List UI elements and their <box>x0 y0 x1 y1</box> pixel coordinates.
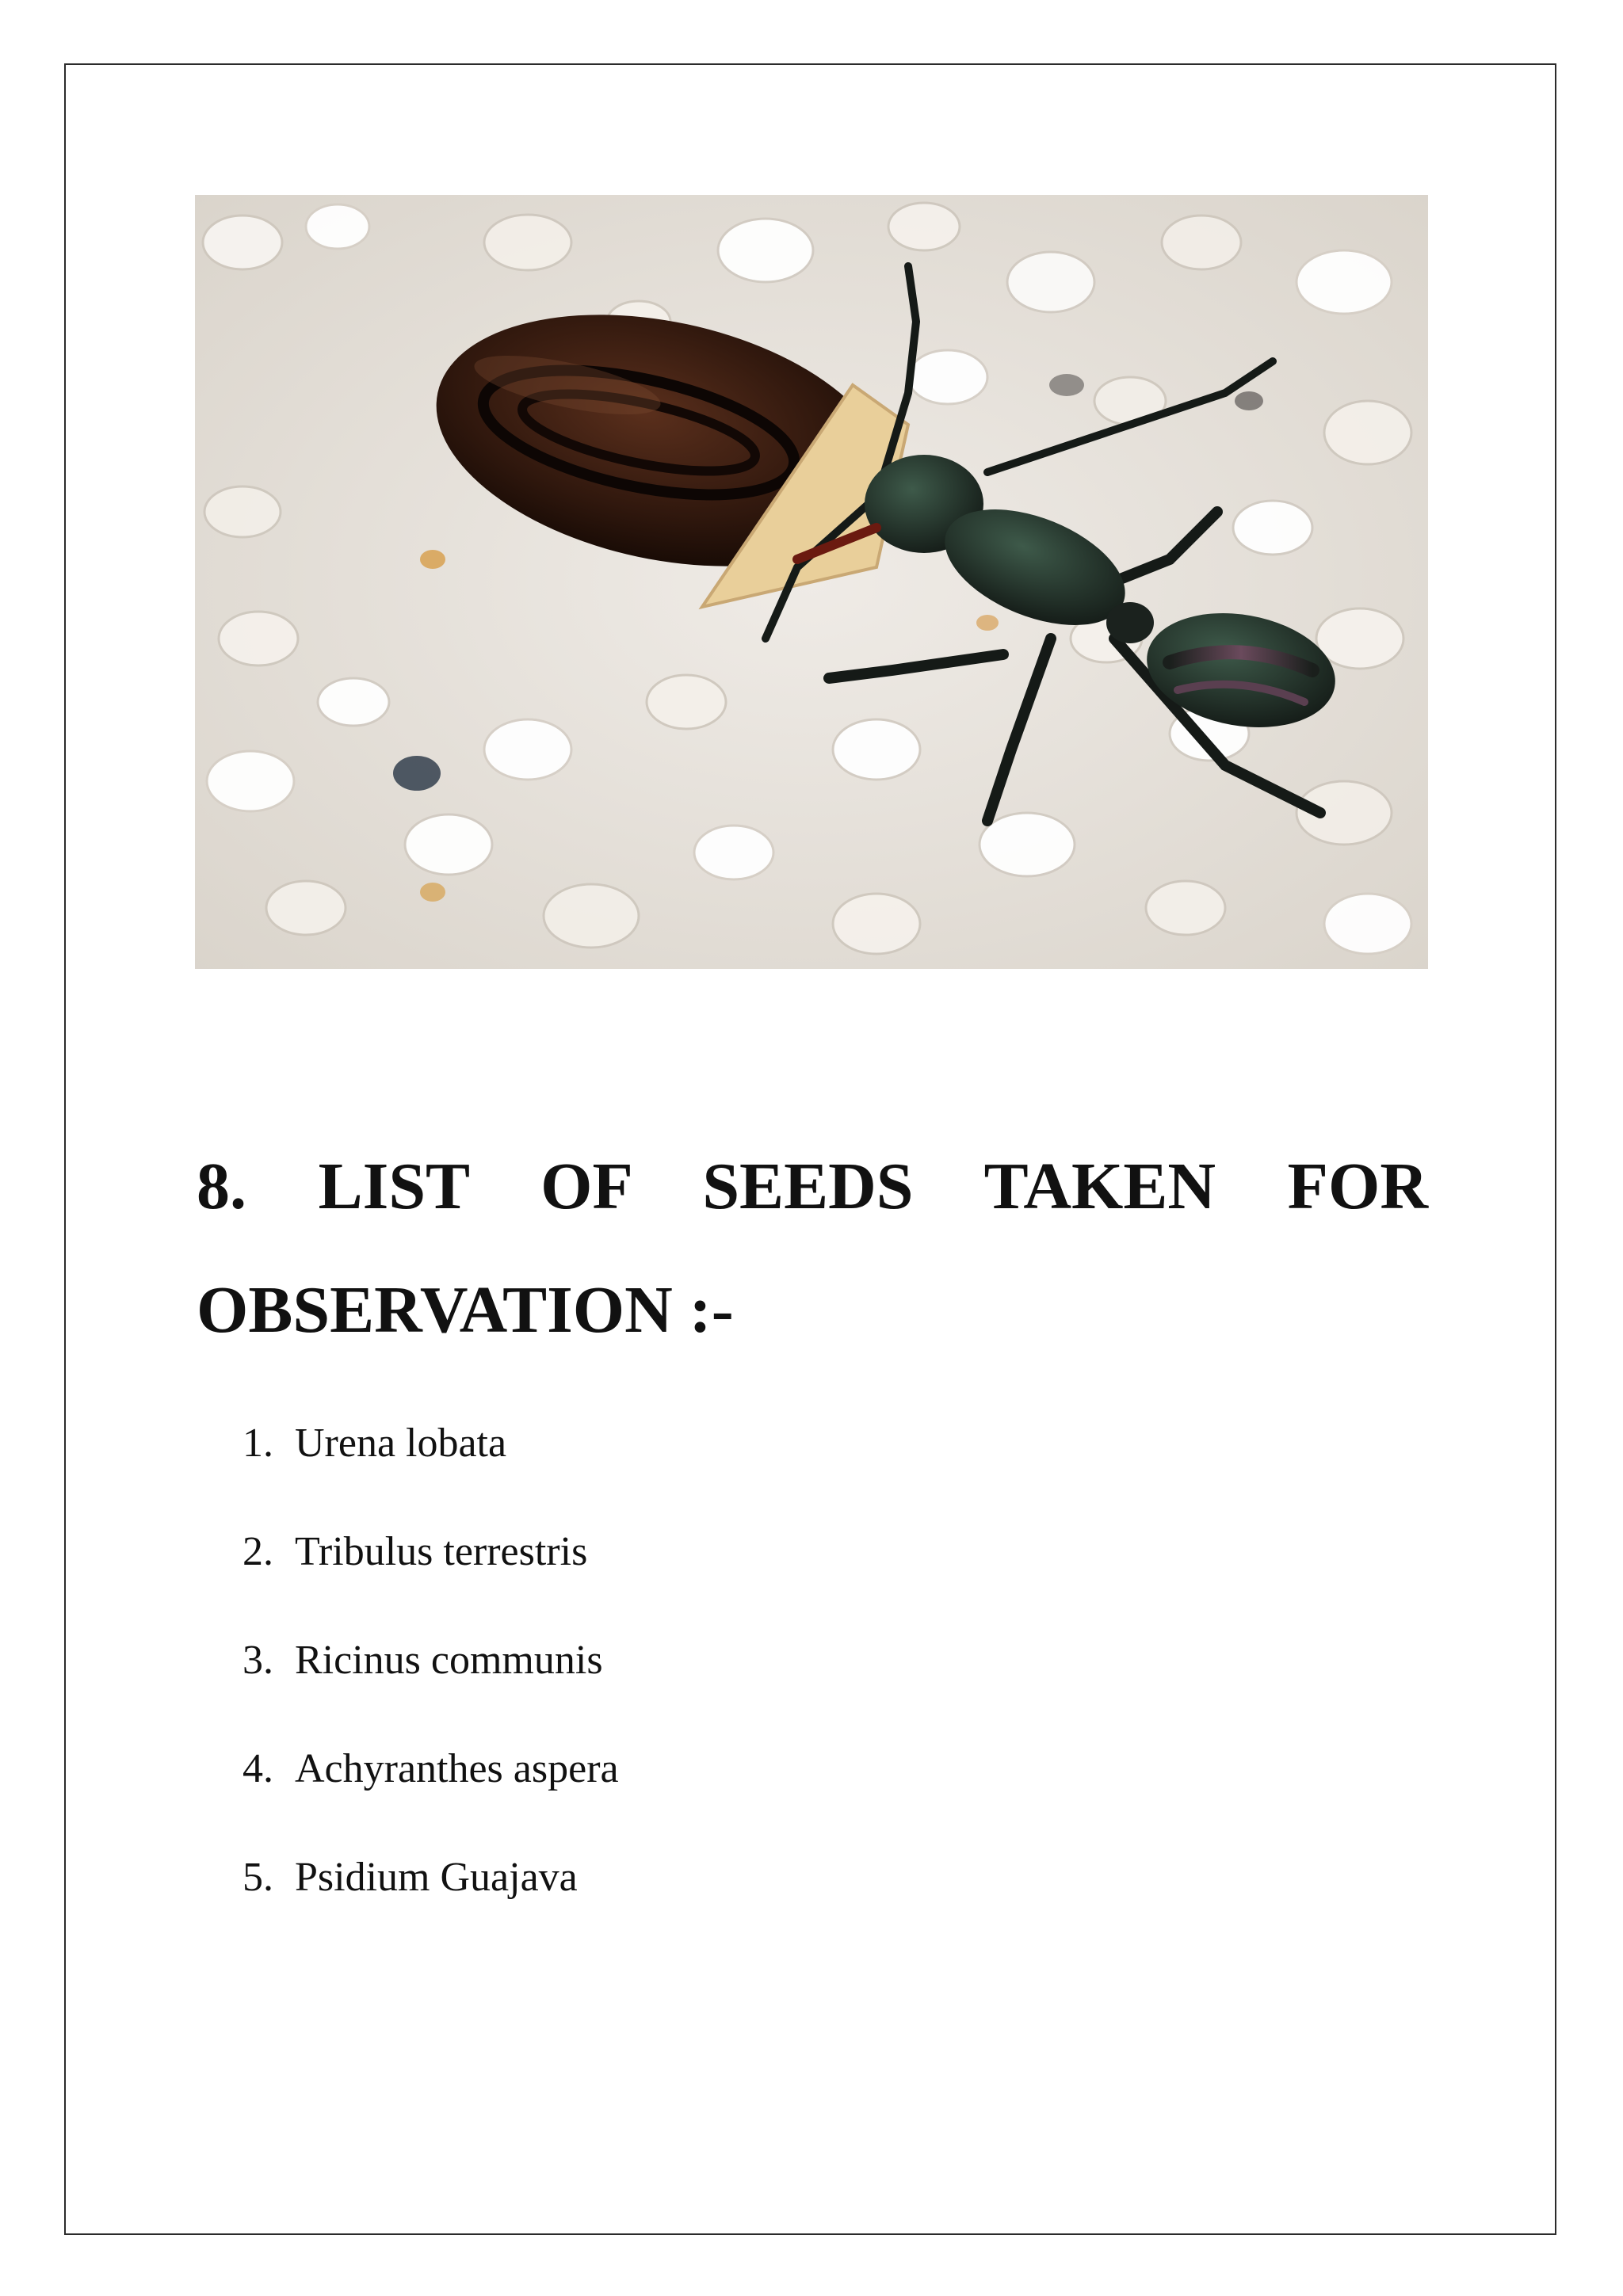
list-item-text: Urena lobata <box>295 1421 507 1466</box>
list-item-number: 3. <box>242 1638 273 1683</box>
list-item-number: 5. <box>242 1855 273 1900</box>
seed-list <box>242 1401 619 1943</box>
list-item-text: Achyranthes aspera <box>295 1746 619 1791</box>
list-item-text: Ricinus communis <box>295 1638 603 1683</box>
list-item-number: 1. <box>242 1421 273 1466</box>
list-item <box>242 1509 619 1618</box>
list-item <box>242 1835 619 1943</box>
list-item-text: Tribulus terrestris <box>295 1529 588 1574</box>
section-heading: 8. LIST OF SEEDS TAKEN FOR OBSERVATION :- <box>197 1150 1428 1347</box>
list-item <box>242 1726 619 1835</box>
ant-carrying-seed-photo <box>195 195 1428 969</box>
ant-seed-illustration <box>195 195 1428 969</box>
list-item-number: 2. <box>242 1529 273 1574</box>
list-item <box>242 1618 619 1726</box>
list-item-number: 4. <box>242 1746 273 1791</box>
list-item <box>242 1401 619 1509</box>
list-item-text: Psidium Guajava <box>295 1855 578 1900</box>
